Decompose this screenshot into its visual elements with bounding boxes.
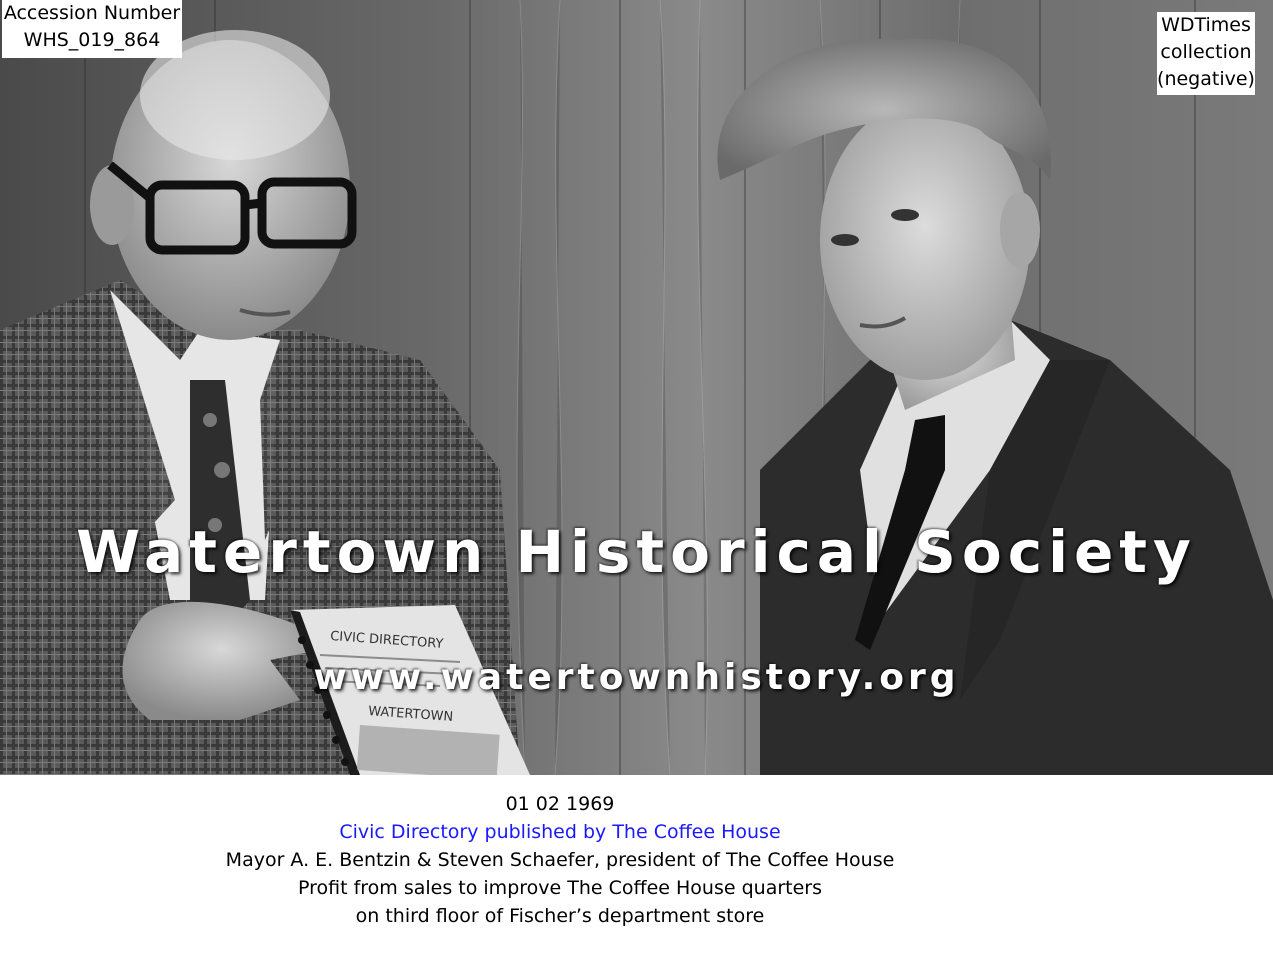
collection-line-1: WDTimes — [1161, 14, 1251, 36]
booklet-title: CIVIC DIRECTORY — [329, 629, 444, 652]
photo-caption — [0, 790, 1120, 930]
watermark-title: Watertown Historical Society — [76, 518, 1197, 586]
caption-headline: Civic Directory published by The Coffee House — [339, 821, 781, 843]
watermark-url: www.watertownhistory.org — [313, 657, 960, 698]
caption-line-1: Mayor A. E. Bentzin & Steven Schaefer, president of The Coffee House — [225, 849, 895, 871]
collection-line-2: collection — [1160, 41, 1252, 63]
caption-line-2: Profit from sales to improve The Coffee House quarters — [297, 877, 823, 899]
caption-line-3: on third floor of Fischer’s department store — [355, 905, 765, 927]
accession-title: Accession Number — [3, 2, 181, 24]
accession-number: WHS_019_864 — [23, 29, 161, 51]
caption-date: 01 02 1969 — [505, 793, 615, 815]
collection-line-3: (negative) — [1157, 68, 1255, 90]
booklet-city: WATERTOWN — [367, 704, 454, 725]
accession-label — [2, 0, 182, 58]
collection-label — [1157, 12, 1255, 95]
